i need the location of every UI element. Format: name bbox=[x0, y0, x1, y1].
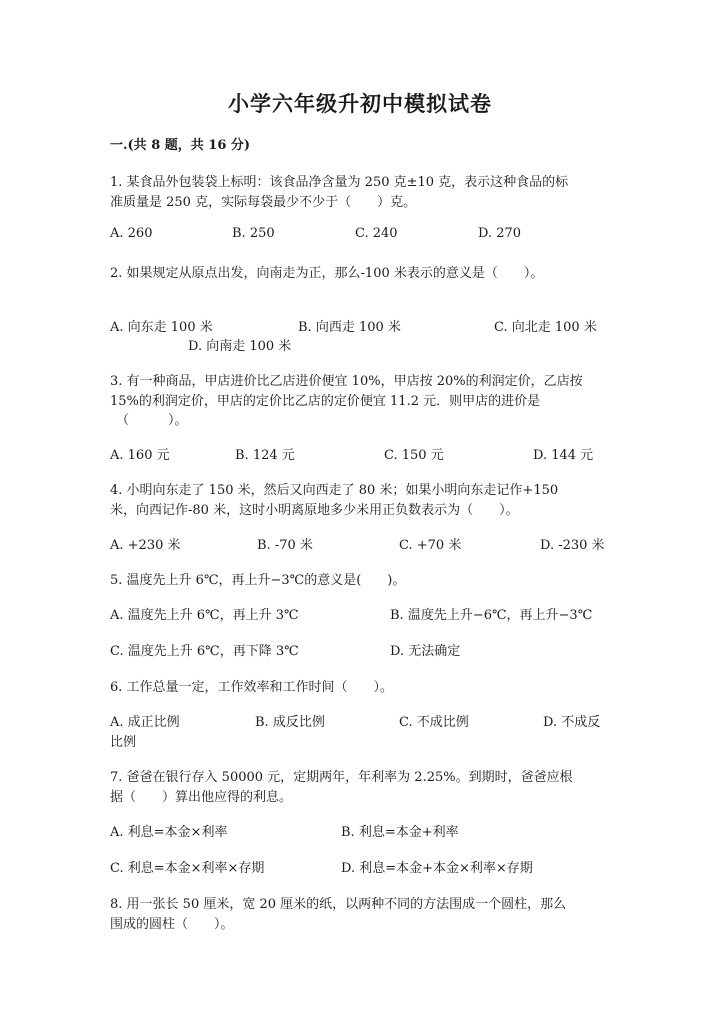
question-4-option-d: D. -230 米 bbox=[540, 538, 605, 553]
question-6-option-d-continued: 比例 bbox=[110, 735, 137, 750]
question-6-option-b: B. 成反比例 bbox=[255, 715, 325, 730]
question-2-option-a: A. 向东走 100 米 bbox=[110, 320, 213, 335]
question-4-line-1: 4. 小明向东走了 150 米，然后又向西走了 80 米；如果小明向东走记作+150 bbox=[110, 483, 559, 498]
question-7-option-b: B. 利息=本金+利率 bbox=[341, 825, 459, 840]
question-3-line-3: （ ）。 bbox=[116, 413, 188, 428]
question-7-option-a: A. 利息=本金×利率 bbox=[110, 825, 228, 840]
section-heading: 一.(共 8 题，共 16 分) bbox=[110, 138, 251, 153]
page-title: 小学六年级升初中模拟试卷 bbox=[228, 91, 492, 116]
question-6-option-c: C. 不成比例 bbox=[399, 715, 469, 730]
question-2-line-1: 2. 如果规定从原点出发，向南走为正，那么-100 米表示的意义是（ ）。 bbox=[110, 266, 544, 281]
question-1-line-1: 1. 某食品外包装袋上标明：该食品净含量为 250 克±10 克，表示这种食品的标 bbox=[110, 175, 569, 190]
question-3-option-b: B. 124 元 bbox=[235, 448, 295, 463]
question-7-option-d: D. 利息=本金+本金×利率×存期 bbox=[341, 861, 533, 876]
question-4-option-a: A. +230 米 bbox=[110, 538, 181, 553]
question-1-option-d: D. 270 bbox=[478, 226, 522, 241]
question-1-line-2: 准质量是 250 克，实际每袋最少不少于（ ）克。 bbox=[110, 195, 417, 210]
question-2-option-c: C. 向北走 100 米 bbox=[494, 320, 597, 335]
question-5-option-d: D. 无法确定 bbox=[390, 644, 461, 659]
question-8-line-1: 8. 用一张长 50 厘米，宽 20 厘米的纸，以两种不同的方法围成一个圆柱，那么 bbox=[110, 897, 567, 912]
question-3-option-d: D. 144 元 bbox=[533, 448, 594, 463]
question-2-option-d: D. 向南走 100 米 bbox=[188, 339, 292, 354]
question-5-option-c: C. 温度先上升 6℃，再下降 3℃ bbox=[110, 644, 299, 659]
question-5-option-b: B. 温度先上升−6℃，再上升−3℃ bbox=[390, 608, 593, 623]
question-2-option-b: B. 向西走 100 米 bbox=[298, 320, 401, 335]
question-3-option-a: A. 160 元 bbox=[110, 448, 170, 463]
question-1-option-b: B. 250 bbox=[232, 226, 275, 241]
question-1-option-a: A. 260 bbox=[110, 226, 153, 241]
question-3-option-c: C. 150 元 bbox=[384, 448, 444, 463]
question-5-line-1: 5. 温度先上升 6℃，再上升−3℃的意义是( )。 bbox=[110, 573, 406, 588]
question-7-option-c: C. 利息=本金×利率×存期 bbox=[110, 861, 265, 876]
question-6-option-a: A. 成正比例 bbox=[110, 715, 180, 730]
question-1-option-c: C. 240 bbox=[355, 226, 398, 241]
question-4-line-2: 米，向西记作-80 米，这时小明离原地多少米用正负数表示为（ ）。 bbox=[110, 503, 519, 518]
question-8-line-2: 围成的圆柱（ ）。 bbox=[110, 917, 234, 932]
question-6-option-d: D. 不成反 bbox=[543, 715, 601, 730]
question-5-option-a: A. 温度先上升 6℃，再上升 3℃ bbox=[110, 608, 299, 623]
question-3-line-2: 15%的利润定价，甲店的定价比乙店的定价便宜 11.2 元．则甲店的进价是 bbox=[110, 394, 541, 409]
question-7-line-2: 据（ ）算出他应得的利息。 bbox=[110, 790, 293, 805]
question-4-option-c: C. +70 米 bbox=[399, 538, 462, 553]
question-4-option-b: B. -70 米 bbox=[257, 538, 313, 553]
question-6-line-1: 6. 工作总量一定，工作效率和工作时间（ ）。 bbox=[110, 680, 394, 695]
question-3-line-1: 3. 有一种商品，甲店进价比乙店进价便宜 10%，甲店按 20%的利润定价，乙店按 bbox=[110, 374, 583, 389]
question-7-line-1: 7. 爸爸在银行存入 50000 元，定期两年，年利率为 2.25%。到期时，爸爸应根 bbox=[110, 770, 573, 785]
